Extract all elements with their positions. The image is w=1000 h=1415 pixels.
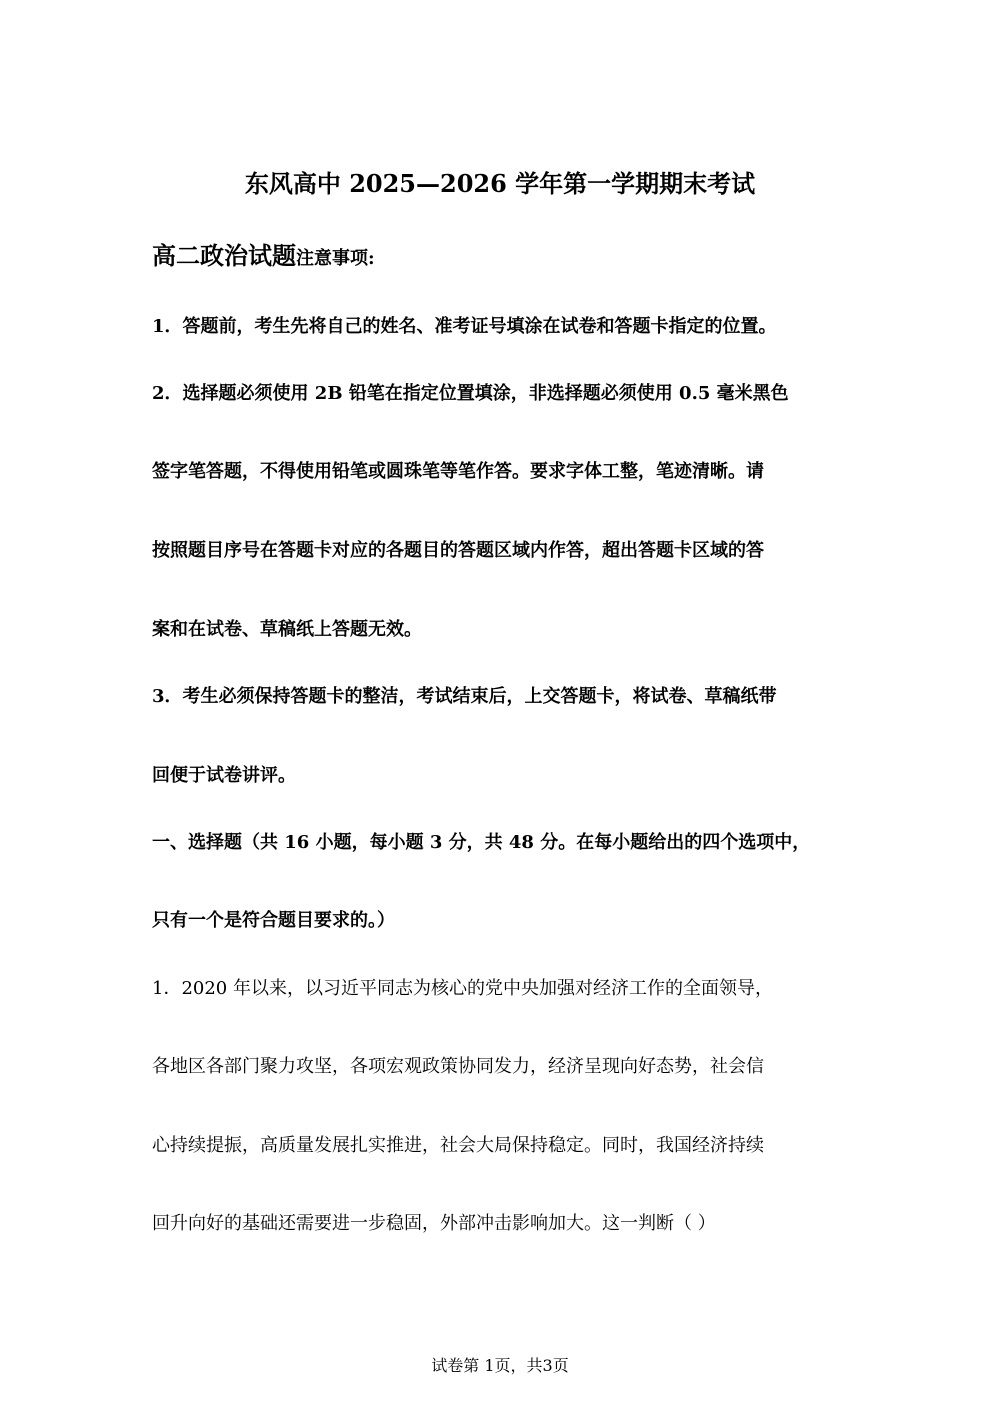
instruction-2-line-1: 2．选择题必须使用 2B 铅笔在指定位置填涂，非选择题必须使用 0.5 毫米黑色: [152, 383, 789, 404]
instruction-3-line-1: 3．考生必须保持答题卡的整洁，考试结束后，上交答题卡，将试卷、草稿纸带: [152, 686, 777, 707]
instruction-1-line-1: 1．答题前，考生先将自己的姓名、准考证号填涂在试卷和答题卡指定的位置。: [152, 316, 777, 337]
question-1-line-3: 心持续提振，高质量发展扎实推进，社会大局保持稳定。同时，我国经济持续: [152, 1135, 764, 1156]
question-1-line-1: 1．2020 年以来，以习近平同志为核心的党中央加强对经济工作的全面领导，: [152, 978, 773, 999]
question-1-line-4: 回升向好的基础还需要进一步稳固，外部冲击影响加大。这一判断（ ）: [152, 1213, 716, 1234]
instruction-2-line-2: 签字笔答题，不得使用铅笔或圆珠笔等笔作答。要求字体工整，笔迹清晰。请: [152, 461, 764, 482]
instruction-3-line-2: 回便于试卷讲评。: [152, 765, 296, 786]
instruction-2-line-4: 案和在试卷、草稿纸上答题无效。: [152, 619, 422, 640]
section-heading-line-1: 一、选择题（共 16 小题，每小题 3 分，共 48 分。在每小题给出的四个选项中，: [152, 832, 811, 853]
subject-heading-row: [152, 241, 375, 270]
notice-label: 注意事项:: [296, 248, 375, 269]
exam-title: 东风高中 2025—2026 学年第一学期期末考试: [244, 169, 756, 198]
question-1-line-2: 各地区各部门聚力攻坚，各项宏观政策协同发力，经济呈现向好态势，社会信: [152, 1056, 764, 1077]
page-footer: 试卷第 1页，共3页: [431, 1356, 569, 1375]
subject-title: 高二政治试题: [152, 241, 296, 270]
section-heading-line-2: 只有一个是符合题目要求的。）: [152, 910, 395, 931]
instruction-2-line-3: 按照题目序号在答题卡对应的各题目的答题区域内作答，超出答题卡区域的答: [152, 540, 764, 561]
